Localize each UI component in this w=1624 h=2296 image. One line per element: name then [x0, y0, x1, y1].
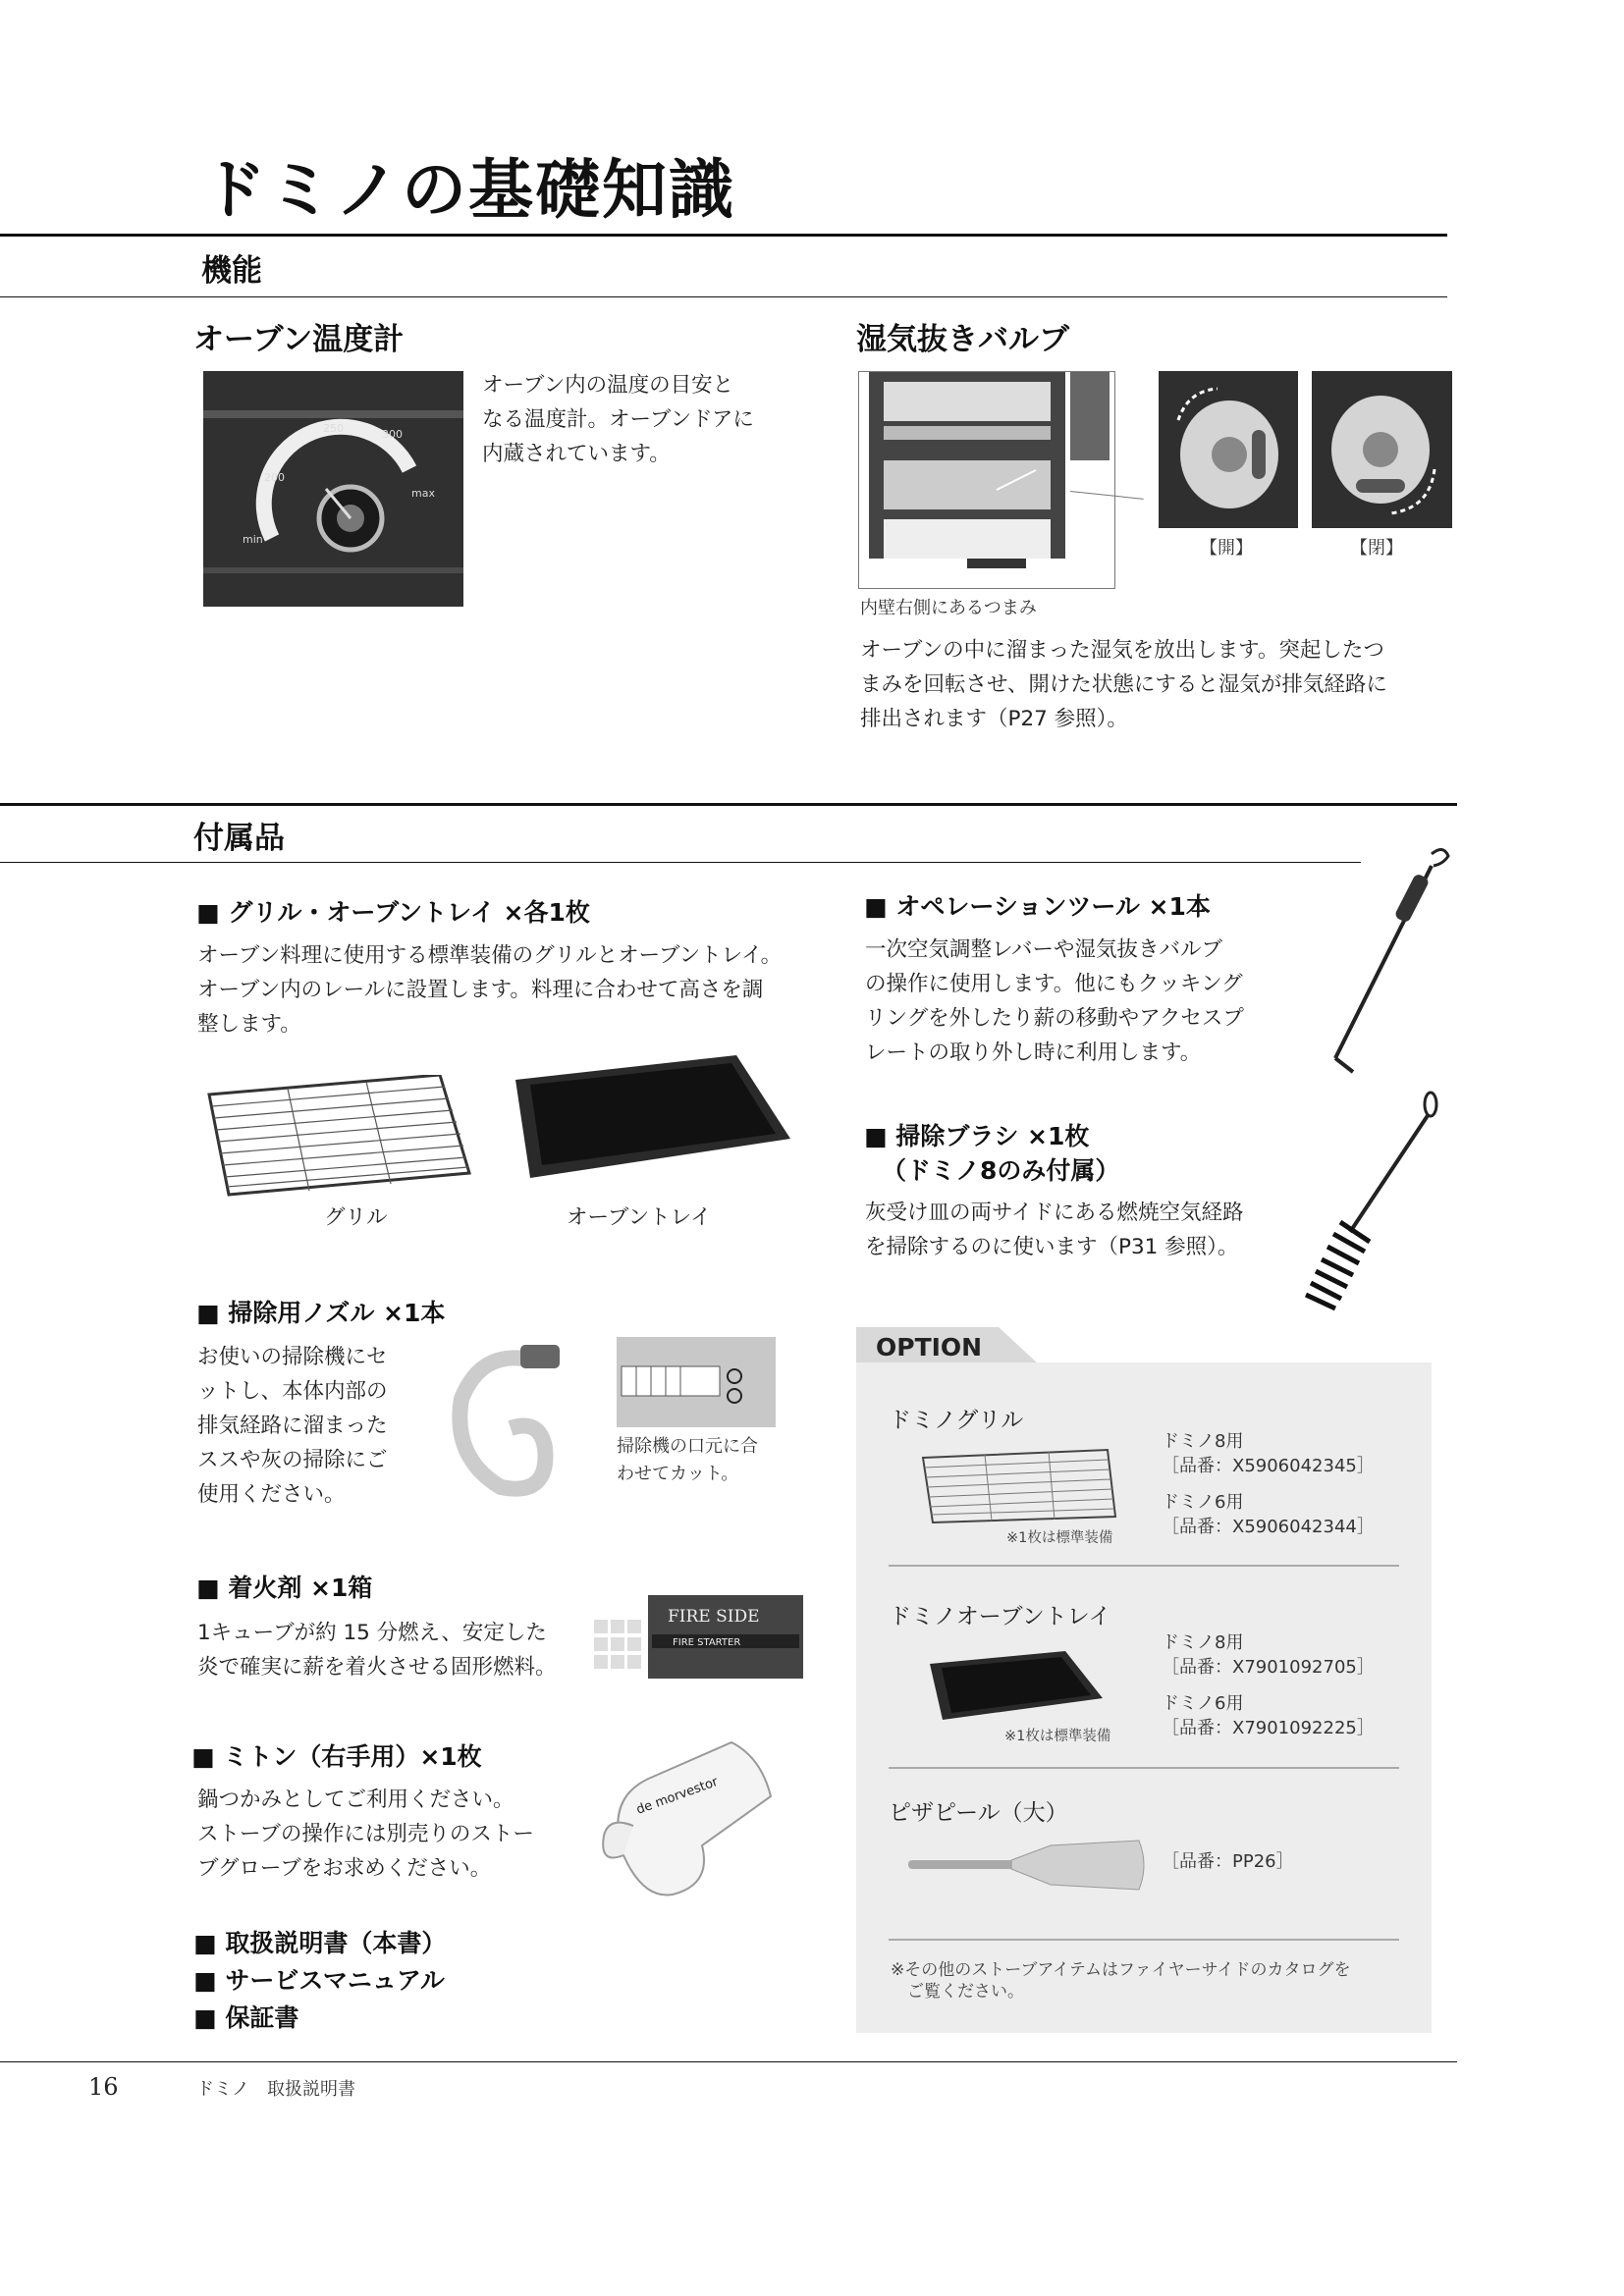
- nozzle-heading: ■ 掃除用ノズル ×1本: [196, 1299, 446, 1327]
- section-rule-function: [0, 296, 1447, 297]
- option-item-part-number: ［品番：PP26］: [1162, 1851, 1294, 1872]
- option-item-model: ドミノ8用: [1162, 1431, 1244, 1452]
- dial-label-250: 250: [323, 422, 344, 435]
- grill-tray-text: オーブン料理に使用する標準装備のグリルとオーブントレイ。 オーブン内のレールに設置します。料理に合わせて高さを調 整します。: [197, 943, 783, 1037]
- section-heading-function: 機能: [201, 253, 262, 289]
- mitten-heading: ■ ミトン（右手用）×1枚: [191, 1742, 482, 1771]
- document-item-service-manual: ■ サービスマニュアル: [193, 1966, 445, 1995]
- cleaning-brush-subheading: （ドミノ8のみ付属）: [882, 1156, 1120, 1185]
- humidity-valve-heading: 湿気抜きバルブ: [856, 322, 1069, 357]
- valve-photo-caption: 内壁右側にあるつまみ: [860, 598, 1037, 618]
- option-item-part-number: ［品番：X5906042344］: [1162, 1517, 1375, 1537]
- dial-label-max: max: [411, 487, 435, 500]
- cleaning-brush-heading: ■ 掃除ブラシ ×1枚: [864, 1122, 1090, 1150]
- firestarter-box-brand: FIRE SIDE: [668, 1607, 760, 1627]
- oven-tray-caption: オーブントレイ: [567, 1205, 712, 1230]
- document-item-manual: ■ 取扱説明書（本書）: [193, 1929, 447, 1957]
- firestarter-box-illustration: [589, 1590, 807, 1688]
- option-item-part-number: ［品番：X5906042345］: [1162, 1456, 1375, 1476]
- option-item-name: ドミノオーブントレイ: [889, 1604, 1111, 1629]
- nozzle-text: お使いの掃除機にセ ットし、本体内部の 排気経路に溜まった ススや灰の掃除にご 使用ください。: [197, 1345, 388, 1507]
- valve-open-label: 【開】: [1200, 538, 1253, 559]
- option-tab-label: OPTION: [876, 1333, 983, 1362]
- oven-thermometer-heading: オーブン温度計: [193, 322, 405, 357]
- option-divider: [889, 1767, 1399, 1769]
- firestarter-heading: ■ 着火剤 ×1箱: [196, 1574, 373, 1602]
- option-item-note: ※1枚は標準装備: [1004, 1729, 1111, 1744]
- grill-caption: グリル: [324, 1205, 388, 1230]
- mitten-text: 鍋つかみとしてご利用ください。 ストーブの操作には別売りのストー ブグローブをお求めください。: [197, 1788, 534, 1881]
- thermometer-dial-illustration: [203, 371, 463, 607]
- title-rule: [0, 234, 1447, 237]
- dial-label-min: min: [243, 533, 263, 546]
- section-rule-accessories-top: [0, 803, 1457, 806]
- option-item-model: ドミノ6用: [1162, 1492, 1244, 1513]
- option-grill-illustration: [921, 1448, 1117, 1526]
- dial-label-300: 300: [382, 428, 403, 441]
- footer-document-title: ドミノ 取扱説明書: [196, 2079, 355, 2100]
- valve-closed-label: 【閉】: [1350, 538, 1403, 559]
- page-number: 16: [88, 2073, 119, 2101]
- mitten-brand: de morvestor: [634, 1774, 721, 1818]
- option-item-part-number: ［品番：X7901092225］: [1162, 1718, 1375, 1738]
- operation-tool-illustration: [1306, 844, 1453, 1080]
- firestarter-text: 1キューブが約 15 分燃え、安定した 炎で確実に薪を着火させる固形燃料。: [197, 1621, 557, 1680]
- nozzle-cut-photo: [617, 1337, 776, 1427]
- option-pizza-peel-illustration: [903, 1836, 1149, 1895]
- nozzle-illustration: [442, 1330, 589, 1507]
- option-item-model: ドミノ8用: [1162, 1632, 1244, 1653]
- option-divider: [889, 1939, 1399, 1941]
- dial-label-200: 200: [264, 471, 285, 484]
- option-footnote: ※その他のストーブアイテムはファイヤーサイドのカタログを ご覧ください。: [891, 1960, 1351, 2002]
- option-item-part-number: ［品番：X7901092705］: [1162, 1657, 1375, 1678]
- cleaning-brush-illustration: [1286, 1085, 1443, 1320]
- option-item-model: ドミノ6用: [1162, 1693, 1244, 1714]
- humidity-valve-text: オーブンの中に溜まった湿気を放出します。突起したつ まみを回転させ、開けた状態にすると湿気が排気経路に 排出されます（P27 参照）。: [860, 638, 1387, 731]
- option-tray-illustration: [928, 1649, 1105, 1723]
- grill-illustration: [204, 1075, 474, 1198]
- option-divider: [889, 1565, 1399, 1567]
- oven-interior-illustration: [858, 371, 1115, 589]
- valve-open-photo: [1159, 371, 1298, 528]
- oven-thermometer-photo: [203, 371, 463, 607]
- firestarter-box-label: FIRE STARTER: [673, 1637, 741, 1648]
- page-title: ドミノの基礎知識: [201, 151, 735, 228]
- section-rule-accessories: [0, 862, 1361, 863]
- operation-tool-text: 一次空気調整レバーや湿気抜きバルブ の操作に使用します。他にもクッキング リングを外したり薪の移動やアクセスプ レートの取り外し時に利用します。: [865, 937, 1244, 1065]
- option-item-name: ドミノグリル: [889, 1408, 1024, 1433]
- option-item-note: ※1枚は標準装備: [1006, 1530, 1113, 1546]
- grill-tray-heading: ■ グリル・オーブントレイ ×各1枚: [196, 898, 590, 927]
- mitten-illustration: [584, 1737, 781, 1904]
- document-item-warranty: ■ 保証書: [193, 2003, 299, 2032]
- operation-tool-heading: ■ オペレーションツール ×1本: [864, 892, 1211, 921]
- section-heading-accessories: 付属品: [193, 821, 285, 856]
- oven-thermometer-text: オーブン内の温度の目安と なる温度計。オーブンドアに 内蔵されています。: [482, 373, 754, 466]
- option-item-name: ピザピール（大）: [889, 1800, 1068, 1826]
- oven-tray-illustration: [511, 1055, 795, 1183]
- valve-closed-photo: [1312, 371, 1452, 528]
- footer-rule: [0, 2061, 1457, 2062]
- cleaning-brush-text: 灰受け皿の両サイドにある燃焼空気経路 を掃除するのに使います（P31 参照）。: [865, 1201, 1244, 1259]
- nozzle-photo-caption: 掃除機の口元に合 わせてカット。: [617, 1436, 758, 1484]
